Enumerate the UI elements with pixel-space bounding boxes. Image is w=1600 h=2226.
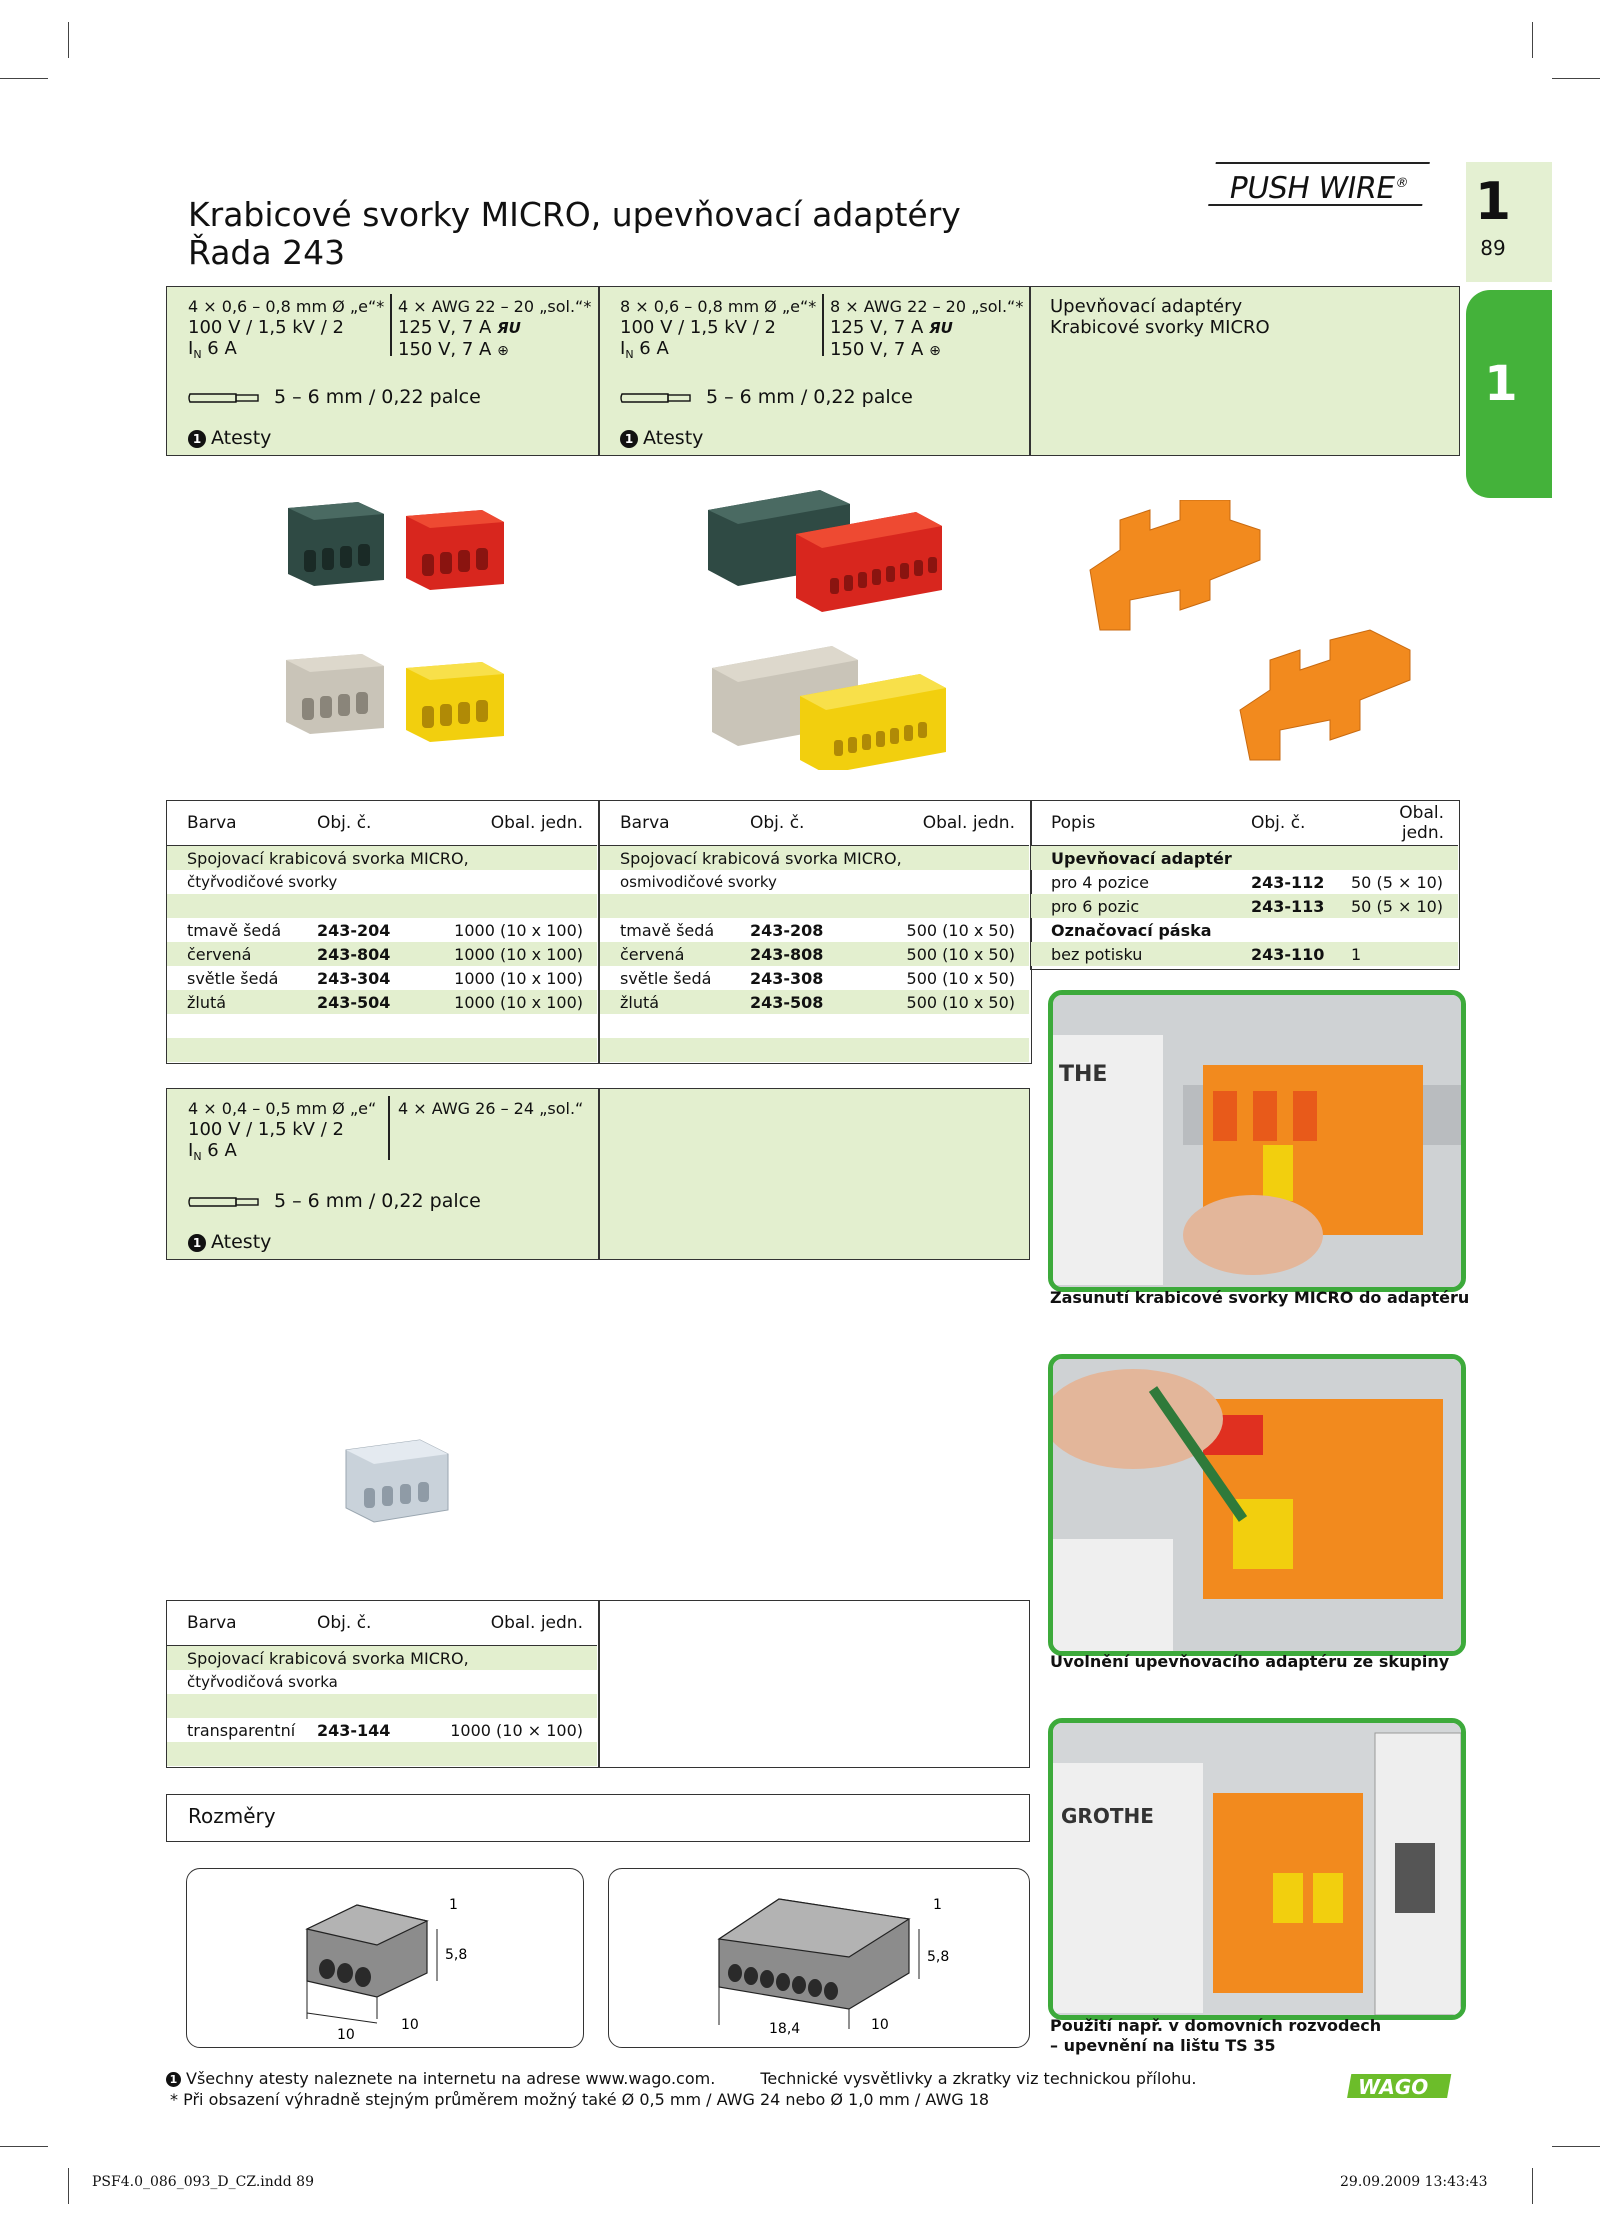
table-row	[167, 846, 597, 871]
device-label: THE	[1059, 1062, 1108, 1087]
header-pack-unit: Obal. jedn.	[1341, 801, 1458, 846]
footnote-marker-icon: 1	[620, 430, 638, 448]
strip-length-row	[188, 386, 481, 408]
current-symbol: I	[188, 1140, 194, 1161]
photo-release	[1048, 1354, 1466, 1656]
table-row	[600, 1014, 1029, 1038]
caption-line: – upevnění na lištu TS 35	[1050, 2036, 1276, 2055]
group-subtitle: čtyřvodičová svorka	[187, 1673, 338, 1691]
spec-awg-range: 4 × AWG 26 – 24 „sol.“	[398, 1099, 584, 1118]
section-tab-number: 1	[1484, 356, 1518, 412]
connector-light-gray	[286, 654, 384, 734]
table-row	[167, 894, 597, 918]
spec-wire-range: 4 × 0,6 – 0,8 mm Ø „e“*	[188, 297, 385, 316]
table-row	[1031, 918, 1458, 942]
cell-order-no: 243-144	[317, 1720, 391, 1740]
spec-csa-rating	[830, 339, 1023, 362]
cell-order-no: 243-808	[750, 944, 824, 964]
header-color: Barva	[600, 801, 730, 846]
dim-depth: 10	[401, 2017, 419, 2033]
current-symbol: I	[188, 338, 194, 359]
cell-pack-unit: 1000 (10 x 100)	[454, 944, 583, 964]
dimension-drawing-8pole	[608, 1868, 1030, 2048]
ul-rating-text: 125 V, 7 A	[398, 317, 492, 338]
table-row	[600, 966, 1029, 990]
csa-icon: ⊕	[929, 343, 941, 359]
current-symbol: I	[620, 338, 626, 359]
registered-mark: ®	[1394, 176, 1410, 191]
crop-mark	[1552, 78, 1600, 79]
cell-color: tmavě šedá	[620, 920, 715, 940]
cell-order-no: 243-112	[1251, 872, 1325, 892]
group-title: Spojovací krabicová svorka MICRO,	[620, 848, 902, 868]
cell-color: transparentní	[187, 1720, 296, 1740]
adapter-image	[1080, 500, 1420, 780]
table-row	[167, 1694, 597, 1718]
strip-length-text: 5 – 6 mm / 0,22 palce	[274, 386, 481, 408]
group-subtitle: osmivodičové svorky	[620, 873, 777, 891]
table-row	[167, 942, 597, 966]
table-row	[600, 894, 1029, 918]
cell-color: červená	[620, 944, 685, 964]
crop-mark	[0, 2146, 48, 2147]
approvals-text: Atesty	[211, 427, 272, 449]
header-pack-unit: Obal. jedn.	[860, 801, 1029, 846]
cell-pack-unit: 50 (5 × 10)	[1351, 872, 1444, 892]
spec-col1-left	[188, 296, 384, 365]
cell-color: světle šedá	[187, 968, 279, 988]
table-row	[167, 966, 597, 990]
adapter-6-pole	[1240, 630, 1410, 760]
wire-strip-icon	[620, 391, 692, 405]
dim-width: 18,4	[769, 2021, 801, 2037]
spec-mid-right	[398, 1098, 583, 1119]
column-divider	[598, 286, 600, 456]
dimensions-header-box	[166, 1794, 1030, 1842]
current-subscript: N	[193, 348, 202, 361]
cell-description: bez potisku	[1051, 944, 1143, 964]
crop-mark	[1552, 2146, 1600, 2147]
table-row	[1031, 942, 1458, 966]
spec-col1-right	[398, 296, 591, 362]
approvals-text: Atesty	[211, 1231, 272, 1253]
cell-pack-unit: 500 (10 x 50)	[906, 992, 1015, 1012]
cell-pack-unit: 1000 (10 x 100)	[454, 968, 583, 988]
current-subscript: N	[625, 348, 634, 361]
cell-pack-unit: 500 (10 x 50)	[906, 968, 1015, 988]
photo-application-drawing	[1053, 1723, 1461, 2015]
spec-awg-range: 4 × AWG 22 – 20 „sol.“*	[398, 297, 592, 316]
cell-description: pro 4 pozice	[1051, 872, 1149, 892]
spec-csa-rating	[398, 339, 591, 362]
page-title	[188, 196, 961, 272]
dimension-drawing-svg	[609, 1869, 1029, 2047]
table-header-row	[167, 801, 597, 846]
wire-strip-icon	[188, 391, 260, 405]
push-wire-badge	[1208, 162, 1430, 206]
header-pack-unit: Obal. jedn.	[427, 1601, 597, 1646]
csa-icon: ⊕	[497, 343, 509, 359]
header-order-no: Obj. č.	[1231, 801, 1341, 846]
cell-color: žlutá	[620, 992, 660, 1012]
caption-insertion: Zasunutí krabicové svorky MICRO do adaptéru	[1050, 1288, 1470, 1307]
group-title: Spojovací krabicová svorka MICRO,	[187, 1648, 469, 1668]
table-divider	[598, 1600, 600, 1768]
spec-voltage: 100 V / 1,5 kV / 2	[188, 317, 344, 338]
column-divider	[598, 1088, 600, 1260]
dim-height: 5,8	[445, 1947, 468, 1963]
current-value: 6 A	[201, 338, 237, 359]
strip-length-text: 5 – 6 mm / 0,22 palce	[706, 386, 913, 408]
group-title: Spojovací krabicová svorka MICRO,	[187, 848, 469, 868]
table-header-row	[167, 1601, 597, 1646]
table-row	[600, 846, 1029, 871]
crop-mark	[68, 22, 69, 58]
table-row	[167, 1646, 597, 1671]
dim-depth: 10	[871, 2017, 889, 2033]
chapter-number: 1	[1474, 172, 1512, 232]
table-header-row	[1031, 801, 1458, 846]
table-row	[1031, 894, 1458, 918]
cell-pack-unit: 1000 (10 x 100)	[454, 992, 583, 1012]
wire-strip-icon	[188, 1195, 260, 1209]
approvals-text: Atesty	[643, 427, 704, 449]
footnote-marker-icon: 1	[166, 2072, 181, 2087]
product-table-8pole	[600, 801, 1029, 1062]
adapter-4-pole	[1090, 500, 1260, 630]
footnote-1b-text: Technické vysvětlivky a zkratky viz technickou přílohu.	[760, 2069, 1197, 2088]
crop-mark	[1532, 22, 1533, 58]
cell-color: tmavě šedá	[187, 920, 282, 940]
spec-divider	[822, 294, 824, 356]
table-row	[167, 870, 597, 894]
cell-pack-unit: 500 (10 x 50)	[906, 920, 1015, 940]
ul-icon: ЯU	[929, 319, 953, 337]
table-row	[600, 990, 1029, 1014]
table-row	[167, 1718, 597, 1742]
dimension-drawing-4pole	[186, 1868, 584, 2048]
table-row	[600, 942, 1029, 966]
crop-mark	[0, 78, 48, 79]
product-table-4pole	[167, 801, 597, 1062]
column-divider	[1029, 286, 1031, 456]
header-order-no: Obj. č.	[730, 801, 860, 846]
spec-current	[188, 338, 384, 365]
cell-order-no: 243-504	[317, 992, 391, 1012]
csa-rating-text: 150 V, 7 A	[398, 339, 492, 360]
photo-release-drawing	[1053, 1359, 1461, 1651]
dim-tab: 1	[449, 1897, 458, 1913]
footnote-marker-icon: 1	[188, 1234, 206, 1252]
approvals-label	[188, 427, 271, 449]
push-wire-text: PUSH WIRE	[1226, 171, 1398, 206]
ul-rating-text: 125 V, 7 A	[830, 317, 924, 338]
photo-insertion-drawing	[1053, 995, 1461, 1287]
table-row	[1031, 846, 1458, 871]
connector-red	[406, 510, 504, 590]
connector-dark-gray	[288, 502, 384, 586]
wago-logo-text: WAGO	[1358, 2075, 1429, 2099]
footnote-marker-icon: 1	[188, 430, 206, 448]
cell-pack-unit: 1000 (10 x 100)	[454, 920, 583, 940]
spec-col2-right	[830, 296, 1023, 362]
date-slug: 29.09.2009 13:43:43	[1340, 2174, 1488, 2190]
title-line-1: Krabicové svorky MICRO, upevňovací adaptéry	[188, 195, 961, 234]
product-table-transparent	[167, 1601, 597, 1766]
cell-color: červená	[187, 944, 252, 964]
photo-insertion	[1048, 990, 1466, 1292]
cell-order-no: 243-508	[750, 992, 824, 1012]
spec-current	[620, 338, 816, 365]
footnote-2: * Při obsazení výhradně stejným průměrem možný také Ø 0,5 mm / AWG 24 nebo Ø 1,0 mm / AWG 18	[170, 2090, 990, 2109]
ul-icon: ЯU	[497, 319, 521, 337]
header-pack-unit: Obal. jedn.	[427, 801, 597, 846]
approvals-label	[620, 427, 703, 449]
adapter-subtitle: Krabicové svorky MICRO	[1050, 317, 1270, 338]
spec-ul-rating	[398, 317, 591, 339]
table-row	[1031, 870, 1458, 894]
wago-logo	[1346, 2070, 1458, 2102]
table-row	[167, 1038, 597, 1062]
table-row	[167, 990, 597, 1014]
caption-release: Uvolnění upevňovacího adaptéru ze skupiny	[1050, 1652, 1450, 1671]
spec-voltage: 100 V / 1,5 kV / 2	[620, 317, 776, 338]
group-title: Označovací páska	[1051, 920, 1212, 940]
approvals-label	[188, 1231, 271, 1253]
cell-pack-unit: 500 (10 x 50)	[906, 944, 1015, 964]
header-order-no: Obj. č.	[297, 1601, 427, 1646]
dim-width: 10	[337, 2027, 355, 2043]
table-row	[167, 1670, 597, 1694]
cell-order-no: 243-804	[317, 944, 391, 964]
strip-length-text: 5 – 6 mm / 0,22 palce	[274, 1190, 481, 1212]
connector-yellow	[406, 662, 504, 742]
cell-order-no: 243-113	[1251, 896, 1325, 916]
spec-voltage: 100 V / 1,5 kV / 2	[188, 1119, 344, 1140]
footnote-1	[166, 2068, 1196, 2089]
file-slug: PSF4.0_086_093_D_CZ.indd 89	[92, 2174, 314, 2190]
spec-awg-range: 8 × AWG 22 – 20 „sol.“*	[830, 297, 1024, 316]
photo-application	[1048, 1718, 1466, 2020]
strip-length-row	[620, 386, 913, 408]
current-subscript: N	[193, 1150, 202, 1163]
header-color: Barva	[167, 801, 297, 846]
title-line-2: Řada 243	[188, 233, 346, 272]
cell-pack-unit: 1	[1351, 944, 1362, 964]
adapter-table	[1031, 801, 1458, 966]
crop-mark	[68, 2168, 69, 2204]
cell-color: světle šedá	[620, 968, 712, 988]
cell-order-no: 243-204	[317, 920, 391, 940]
group-title: Upevňovací adaptér	[1051, 848, 1232, 868]
spec-wire-range: 8 × 0,6 – 0,8 mm Ø „e“*	[620, 297, 817, 316]
cell-pack-unit: 1000 (10 × 100)	[450, 1720, 583, 1740]
spec-mid-left	[188, 1098, 376, 1167]
current-value: 6 A	[633, 338, 669, 359]
page-number: 89	[1480, 236, 1506, 260]
footnote-1-text: Všechny atesty naleznete na internetu na adrese www.wago.com.	[186, 2069, 716, 2088]
cell-color: žlutá	[187, 992, 227, 1012]
spec-col2-left	[620, 296, 816, 365]
spec-divider	[390, 294, 392, 356]
cell-order-no: 243-208	[750, 920, 824, 940]
spec-divider	[388, 1096, 390, 1160]
spec-wire-range: 4 × 0,4 – 0,5 mm Ø „e“	[188, 1099, 377, 1118]
adapter-title: Upevňovací adaptéry	[1050, 296, 1243, 317]
header-order-no: Obj. č.	[297, 801, 427, 846]
caption-line: Použití např. v domovních rozvodech	[1050, 2016, 1382, 2035]
group-subtitle: čtyřvodičové svorky	[187, 873, 338, 891]
spec-current	[188, 1140, 376, 1167]
dimension-drawing-svg	[187, 1869, 583, 2047]
table-row	[600, 918, 1029, 942]
table-row	[600, 1038, 1029, 1062]
cell-order-no: 243-304	[317, 968, 391, 988]
cell-order-no: 243-308	[750, 968, 824, 988]
spec-ul-rating	[830, 317, 1023, 339]
table-row	[600, 870, 1029, 894]
header-description: Popis	[1031, 801, 1231, 846]
spec-col3	[1050, 296, 1270, 338]
cell-order-no: 243-110	[1251, 944, 1325, 964]
cell-description: pro 6 pozic	[1051, 896, 1140, 916]
table-row	[167, 1742, 597, 1766]
strip-length-row	[188, 1190, 481, 1212]
table-row	[167, 918, 597, 942]
product-image-8pole	[700, 470, 950, 770]
header-color: Barva	[167, 1601, 297, 1646]
product-image-4pole	[270, 488, 520, 758]
table-header-row	[600, 801, 1029, 846]
table-row	[167, 1014, 597, 1038]
crop-mark	[1532, 2168, 1533, 2204]
caption-application	[1050, 2016, 1381, 2056]
product-image-transparent	[340, 1430, 470, 1530]
cell-pack-unit: 50 (5 × 10)	[1351, 896, 1444, 916]
current-value: 6 A	[201, 1140, 237, 1161]
dimensions-title: Rozměry	[188, 1804, 276, 1828]
dim-tab: 1	[933, 1897, 942, 1913]
csa-rating-text: 150 V, 7 A	[830, 339, 924, 360]
dim-height: 5,8	[927, 1949, 950, 1965]
device-label: GROTHE	[1061, 1804, 1154, 1828]
